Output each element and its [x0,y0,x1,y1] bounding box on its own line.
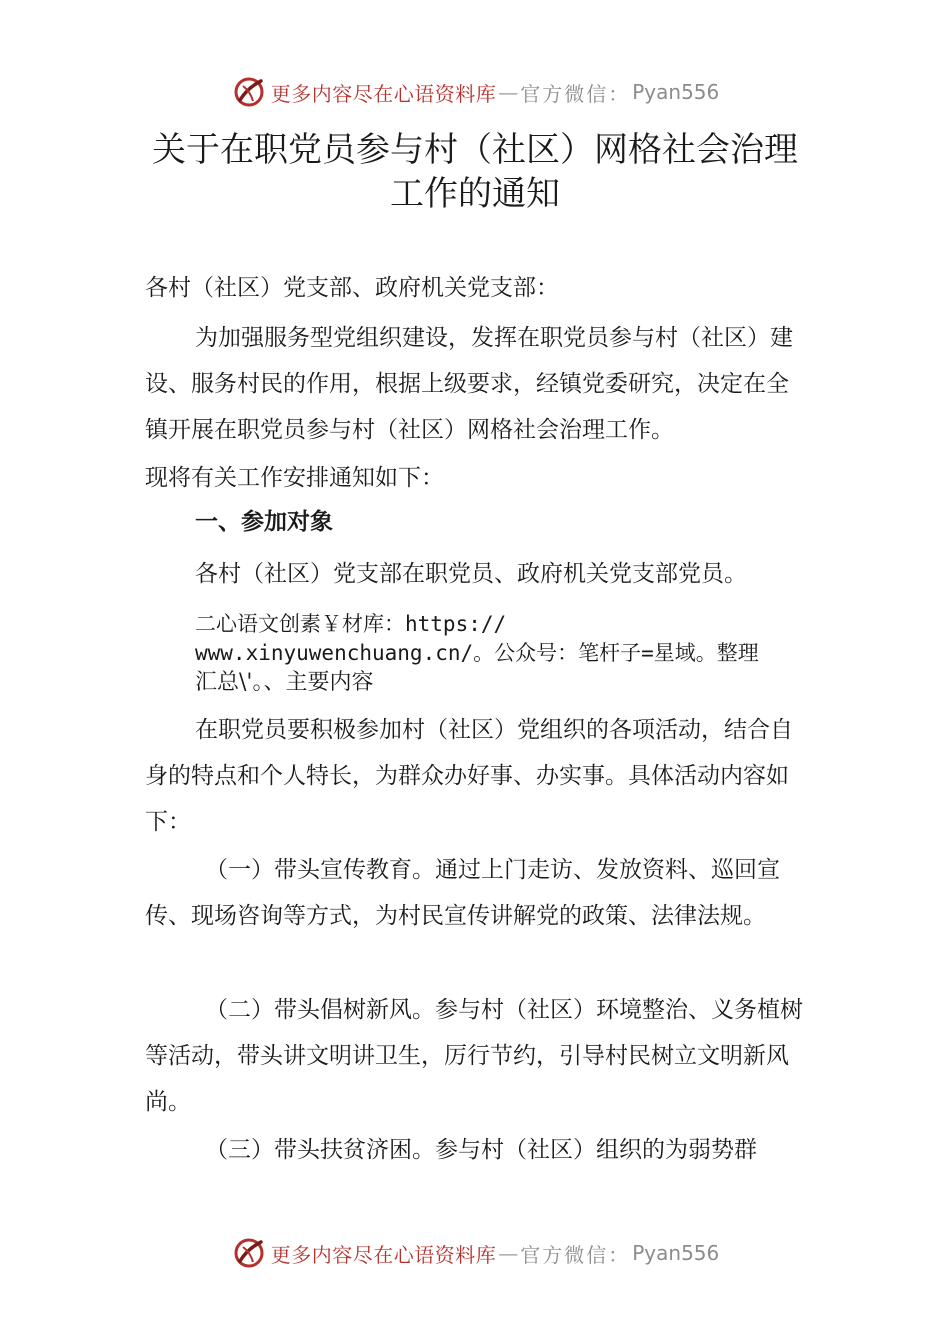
garbled-text-block [195,610,835,697]
garbled-line-2: www.xinyuwenchuang.cn/。公众号：笔杆子=星域。整理 [195,641,759,665]
watermark-banner-top [0,72,950,112]
title-line-1: 关于在职党员参与村（社区）网格社会治理 [152,130,798,170]
watermark-red-text: 更多内容尽在心语资料库 [270,81,497,106]
salutation: 各村（社区）党支部、政府机关党支部： [145,275,559,301]
intro-tail: 现将有关工作安排通知如下： [145,465,444,491]
intro-paragraph: 为加强服务型党组织建设，发挥在职党员参与村（社区）建设、服务村民的作用，根据上级要求，经镇党委研究，决定在全镇开展在职党员参与村（社区）网格社会治理工作。 [145,325,793,443]
watermark-wechat-id: Pyan556 [632,1241,720,1265]
brush-logo-icon [231,1235,267,1271]
watermark-gray-text: 官方微信： [520,81,631,106]
watermark-separator: — [498,80,519,104]
watermark-red-text: 更多内容尽在心语资料库 [270,1242,497,1267]
title-line-2: 工作的通知 [390,174,560,214]
garbled-line-1: 二心语文创素￥材库：https:// [195,612,507,636]
watermark-separator: — [498,1241,519,1265]
section-1-body: 各村（社区）党支部在职党员、政府机关党支部党员。 [195,561,747,587]
watermark-content [231,1235,720,1271]
item-3: （三）带头扶贫济困。参与村（社区）组织的为弱势群 [205,1137,757,1163]
section-2-body: 在职党员要积极参加村（社区）党组织的各项活动，结合自身的特点和个人特长，为群众办好事、办实事。具体活动内容如下： [145,717,793,835]
garbled-line-3: 汇总\'。、主要内容 [195,670,374,695]
watermark-banner-bottom [0,1233,950,1273]
item-2: （二）带头倡树新风。参与村（社区）环境整治、义务植树等活动，带头讲文明讲卫生，厉行节约，引导村民树立文明新风尚。 [145,997,803,1115]
document-title [100,128,850,216]
watermark-gray-text: 官方微信： [520,1242,631,1267]
item-1: （一）带头宣传教育。通过上门走访、发放资料、巡回宣传、现场咨询等方式，为村民宣传讲解党的政策、法律法规。 [145,857,780,929]
section-1-heading: 一、参加对象 [195,509,333,535]
brush-logo-icon [231,74,267,110]
watermark-content [231,74,720,110]
watermark-wechat-id: Pyan556 [632,80,720,104]
